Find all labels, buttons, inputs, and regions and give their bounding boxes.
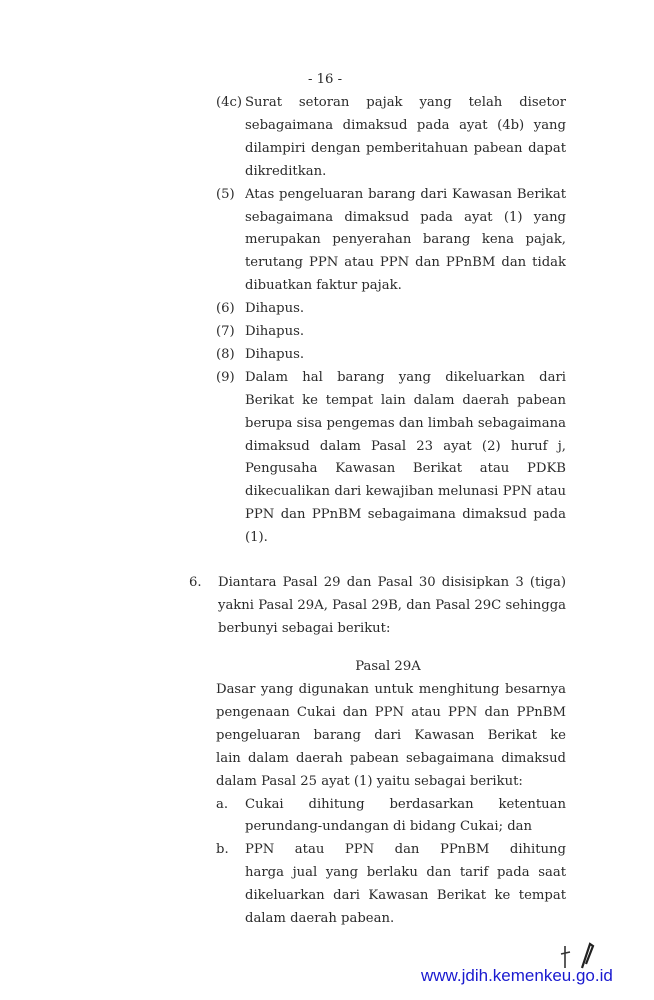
point-6-line: berbunyi sebagai berikut:	[218, 620, 391, 636]
ayat-item-line: Surat setoran pajak yang telah disetor	[245, 95, 566, 110]
article-point-line: PPN atau PPN dan PPnBM dihitung	[245, 842, 566, 858]
article-point-line: harga jual yang berlaku dan tarif pada saat	[245, 865, 566, 881]
article-intro-line: lain dalam daerah pabean sebagaimana dimaksud	[216, 750, 566, 766]
article-intro-line: pengenaan Cukai dan PPN atau PPN dan PPnBM	[216, 704, 566, 720]
ayat-item-line: sebagaimana dimaksud pada ayat (4b) yang	[245, 117, 566, 133]
ayat-item-line: merupakan penyerahan barang kena pajak,	[245, 232, 566, 248]
article-heading: Pasal 29A	[355, 659, 421, 674]
ayat-item-label: (8)	[216, 346, 235, 362]
ayat-item-line: PPN dan PPnBM sebagaimana dimaksud pada	[245, 507, 566, 523]
ayat-item-line: dilampiri dengan pemberitahuan pabean dapat	[245, 140, 566, 156]
ayat-item-label: (4c)	[216, 95, 243, 110]
ayat-item-line: Dihapus.	[245, 301, 305, 317]
point-6-line: Diantara Pasal 29 dan Pasal 30 disisipkan 3 (tiga)	[218, 575, 566, 590]
ayat-item-line: terutang PPN atau PPN dan PPnBM dan tidak	[245, 255, 566, 271]
article-point-line: dikeluarkan dari Kawasan Berikat ke tempat	[245, 888, 566, 904]
point-6-label: 6.	[189, 575, 202, 590]
article-point-label: a.	[216, 796, 229, 812]
ayat-item-line: dimaksud dalam Pasal 23 ayat (2) huruf j,	[245, 438, 566, 454]
ayat-item-line: Atas pengeluaran barang dari Kawasan Berikat	[245, 186, 566, 202]
ayat-item-line: sebagaimana dimaksud pada ayat (1) yang	[245, 209, 566, 225]
article-point-label: b.	[216, 842, 229, 858]
ayat-item-line: Dalam hal barang yang dikeluarkan dari	[245, 369, 566, 385]
ayat-item-line: dikreditkan.	[245, 163, 327, 179]
page-number: - 16 -	[308, 72, 343, 87]
ayat-item-label: (9)	[216, 369, 235, 385]
ayat-item-label: (5)	[216, 186, 235, 202]
ayat-item-line: Dihapus.	[245, 346, 305, 362]
ayat-item-label: (6)	[216, 301, 235, 317]
footer-url[interactable]: www.jdih.kemenkeu.go.id	[421, 966, 613, 985]
ayat-item-label: (7)	[216, 324, 235, 339]
article-intro-line: dalam Pasal 25 ayat (1) yaitu sebagai berikut:	[216, 773, 523, 789]
ayat-item-line: Berikat ke tempat lain dalam daerah pabean	[245, 392, 566, 408]
article-point-line: Cukai dihitung berdasarkan ketentuan	[245, 796, 566, 812]
article-intro-line: Dasar yang digunakan untuk menghitung besarnya	[216, 682, 566, 697]
article-point-line: perundang-undangan di bidang Cukai; dan	[245, 819, 533, 835]
point-6-line: yakni Pasal 29A, Pasal 29B, dan Pasal 29C sehingga	[218, 597, 566, 613]
ayat-item-line: Pengusaha Kawasan Berikat atau PDKB	[245, 461, 566, 477]
ayat-item-line: (1).	[245, 530, 268, 546]
ayat-item-line: Dihapus.	[245, 324, 305, 339]
ayat-item-line: berupa sisa pengemas dan limbah sebagaimana	[245, 415, 566, 431]
ayat-item-line: dibuatkan faktur pajak.	[245, 278, 402, 294]
article-intro-line: pengeluaran barang dari Kawasan Berikat ke	[216, 727, 566, 743]
ayat-item-line: dikecualikan dari kewajiban melunasi PPN atau	[245, 484, 566, 500]
article-point-line: dalam daerah pabean.	[245, 911, 395, 926]
